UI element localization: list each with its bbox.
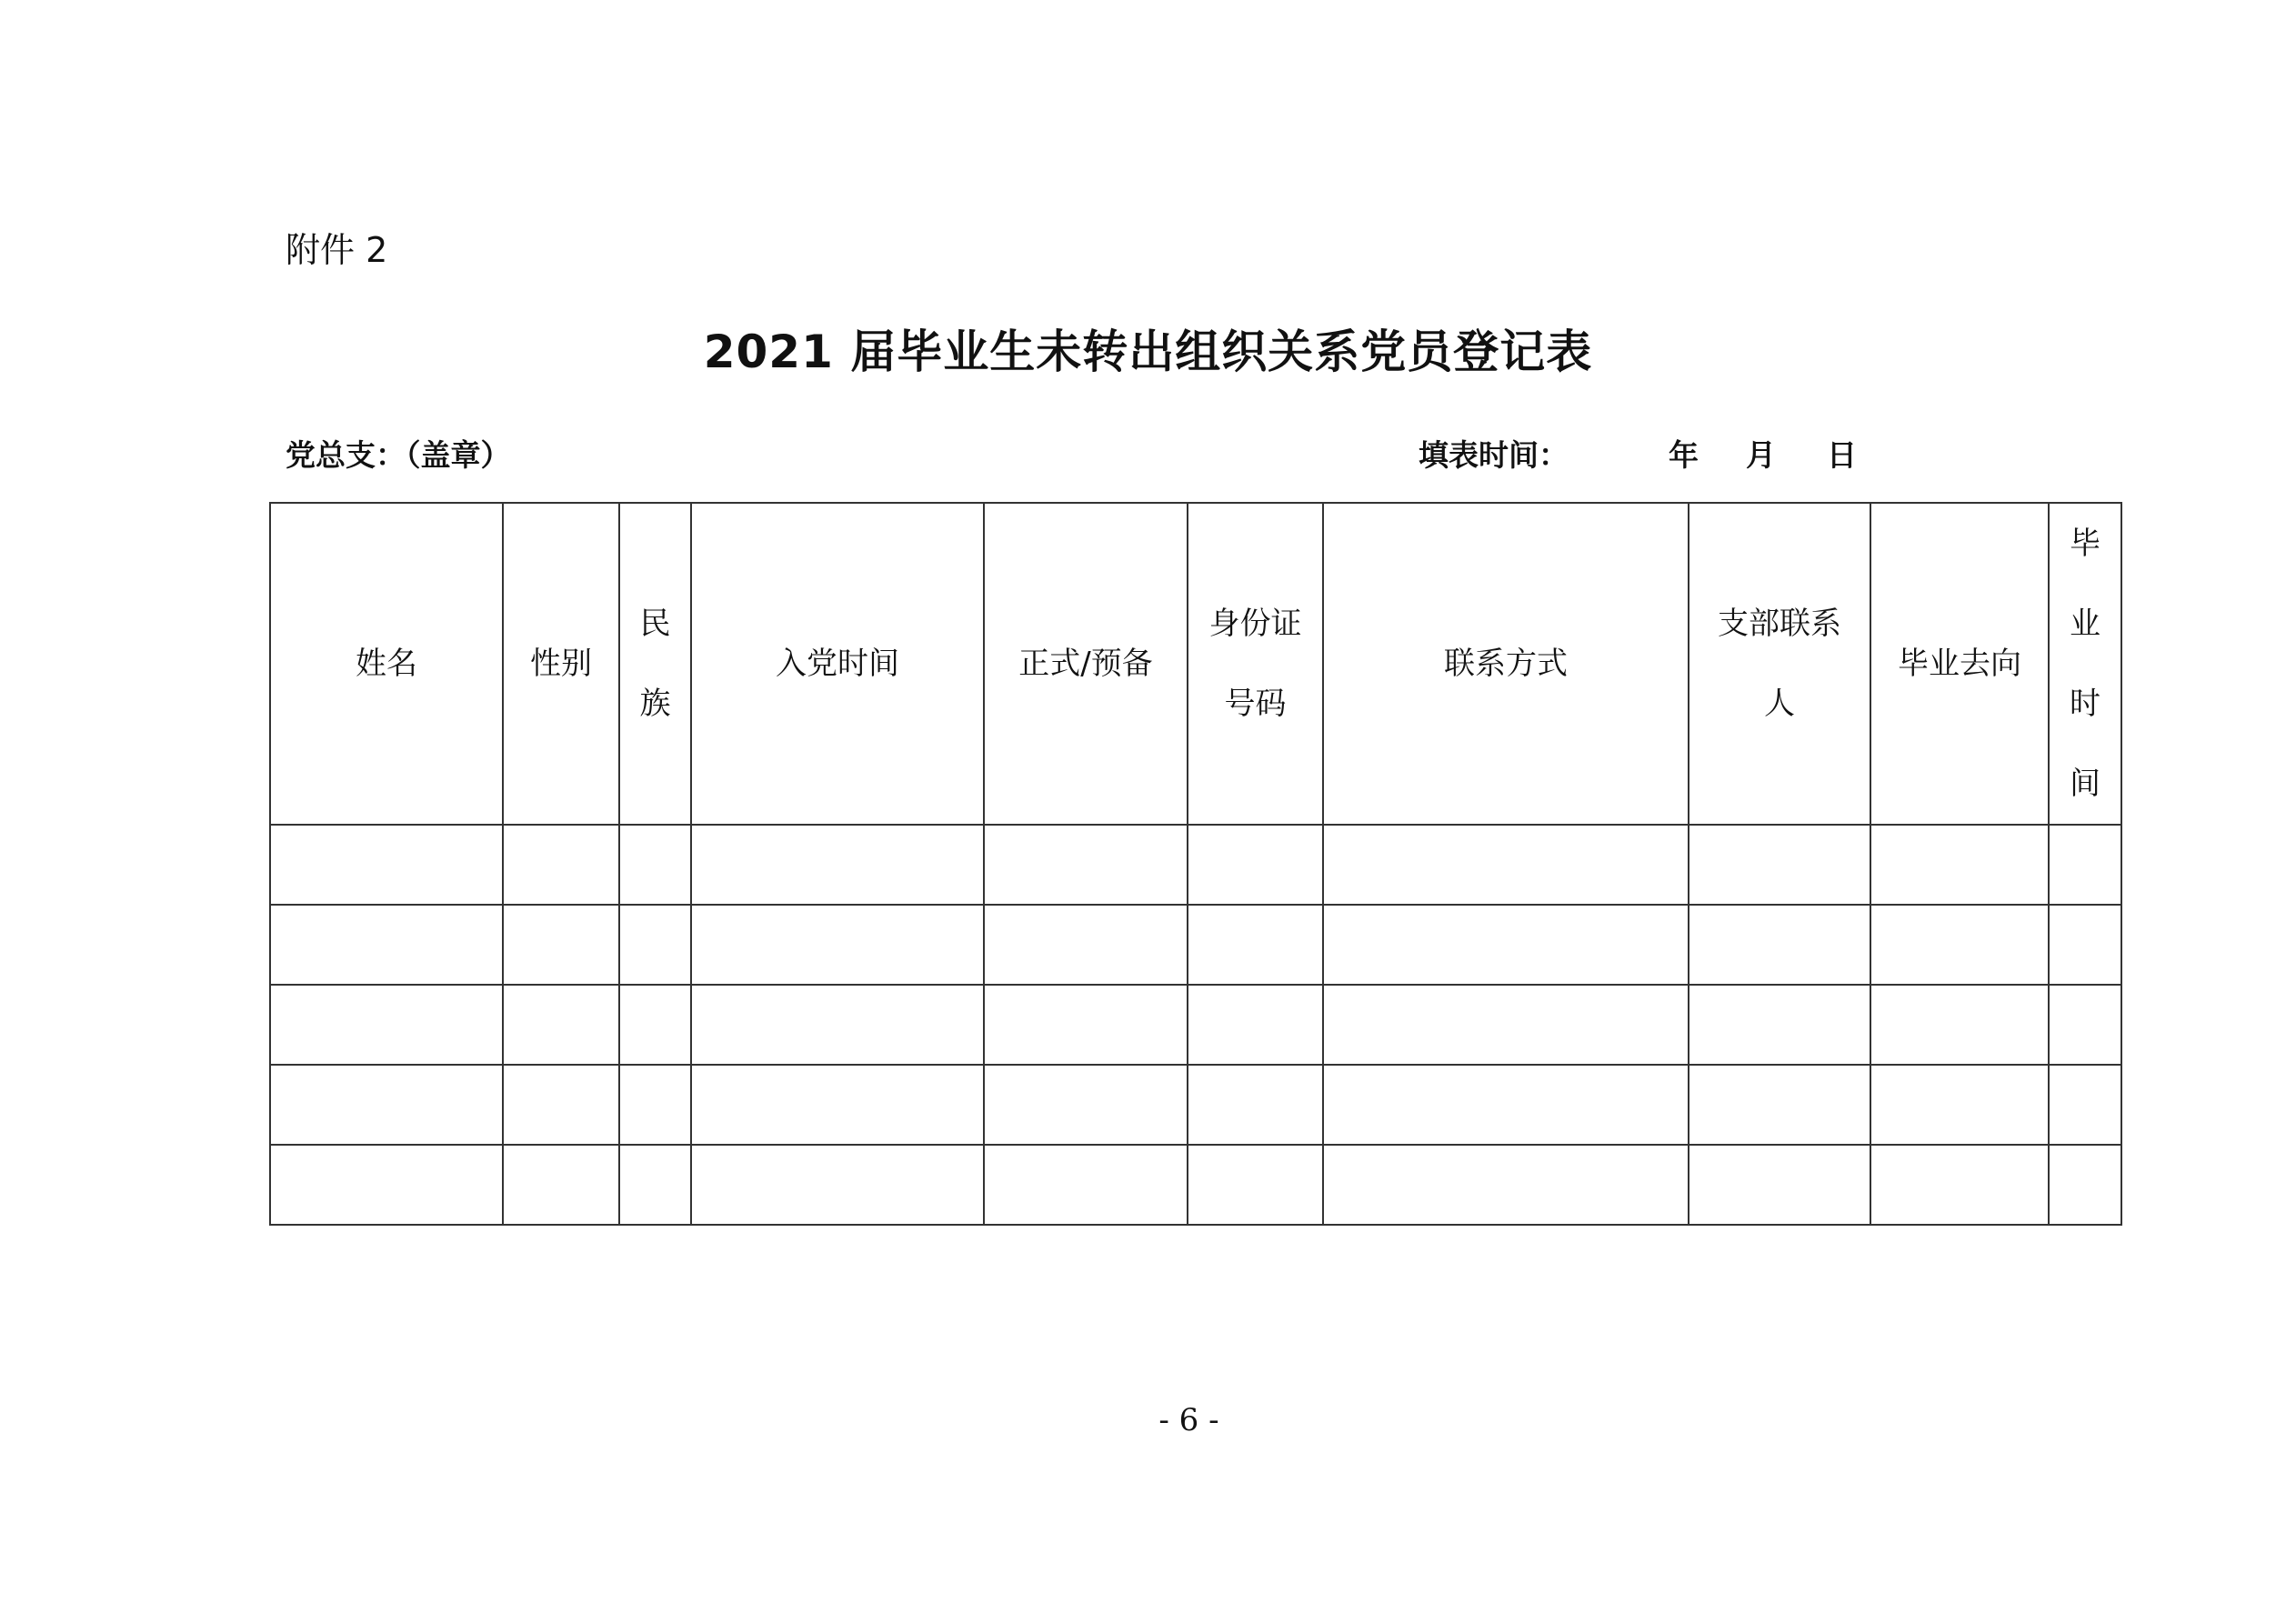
table-cell[interactable]	[270, 1145, 503, 1225]
header-member-status-label: 正式/预备	[1018, 646, 1153, 682]
table-cell[interactable]	[1870, 985, 2049, 1065]
table-cell[interactable]	[503, 825, 619, 905]
header-join-date	[691, 503, 984, 825]
table-cell[interactable]	[270, 905, 503, 985]
header-contact	[1323, 503, 1689, 825]
table-cell[interactable]	[691, 1065, 984, 1145]
table-cell[interactable]	[1870, 1065, 2049, 1145]
date-month-label: 月	[1746, 437, 1776, 473]
table-cell[interactable]	[503, 985, 619, 1065]
header-join-date-label: 入党时间	[776, 646, 899, 682]
table-cell[interactable]	[1870, 825, 2049, 905]
table-cell[interactable]	[619, 1145, 691, 1225]
table-header-row	[270, 503, 2121, 825]
header-graduation-date-label: 毕业时间	[2070, 526, 2100, 802]
table-cell[interactable]	[1689, 985, 1870, 1065]
table-cell[interactable]	[619, 905, 691, 985]
table-cell[interactable]	[503, 1065, 619, 1145]
table-row	[270, 905, 2121, 985]
header-ethnicity	[619, 503, 691, 825]
table-row	[270, 985, 2121, 1065]
table-cell[interactable]	[1188, 985, 1323, 1065]
table-cell[interactable]	[2049, 905, 2121, 985]
header-branch-contact	[1689, 503, 1870, 825]
table-cell[interactable]	[984, 1065, 1188, 1145]
table-cell[interactable]	[503, 1145, 619, 1225]
table-cell[interactable]	[2049, 985, 2121, 1065]
document-title: 2021 届毕业生未转出组织关系党员登记表	[703, 326, 1593, 378]
table-cell[interactable]	[1323, 905, 1689, 985]
table-cell[interactable]	[1870, 905, 2049, 985]
attachment-label: 附件 2	[286, 230, 388, 270]
header-branch-contact-label: 支部联系人	[1718, 606, 1841, 722]
header-id-number-label: 身份证号码	[1208, 606, 1302, 722]
page-number: - 6 -	[1158, 1402, 1219, 1438]
header-destination	[1870, 503, 2049, 825]
header-member-status	[984, 503, 1188, 825]
table-cell[interactable]	[1870, 1145, 2049, 1225]
table-cell[interactable]	[984, 985, 1188, 1065]
header-destination-label: 毕业去向	[1898, 646, 2021, 682]
header-ethnicity-label: 民族	[639, 606, 671, 722]
table-row	[270, 825, 2121, 905]
table-row	[270, 1065, 2121, 1145]
table-cell[interactable]	[270, 825, 503, 905]
fill-time-label: 填表时间：	[1419, 437, 1569, 473]
header-gender-label: 性别	[530, 646, 592, 682]
table-cell[interactable]	[270, 985, 503, 1065]
branch-seal-label: 党总支：（盖章）	[286, 437, 511, 473]
table-cell[interactable]	[1323, 985, 1689, 1065]
header-id-number	[1188, 503, 1323, 825]
date-year-label: 年	[1669, 437, 1699, 473]
table-cell[interactable]	[2049, 825, 2121, 905]
header-contact-label: 联系方式	[1444, 646, 1568, 682]
table-cell[interactable]	[691, 905, 984, 985]
table-cell[interactable]	[1689, 1065, 1870, 1145]
table-row	[270, 1145, 2121, 1225]
table-cell[interactable]	[984, 905, 1188, 985]
table-cell[interactable]	[1188, 905, 1323, 985]
table-cell[interactable]	[691, 985, 984, 1065]
header-gender	[503, 503, 619, 825]
table-cell[interactable]	[1188, 825, 1323, 905]
table-cell[interactable]	[984, 825, 1188, 905]
table-cell[interactable]	[503, 905, 619, 985]
date-day-label: 日	[1827, 437, 1857, 473]
table-cell[interactable]	[1689, 825, 1870, 905]
table-cell[interactable]	[619, 985, 691, 1065]
table-cell[interactable]	[1323, 1065, 1689, 1145]
header-name-label: 姓名	[356, 646, 417, 682]
table-cell[interactable]	[270, 1065, 503, 1145]
table-cell[interactable]	[2049, 1065, 2121, 1145]
fill-time	[1419, 437, 1857, 473]
table-cell[interactable]	[691, 1145, 984, 1225]
table-cell[interactable]	[1689, 905, 1870, 985]
table-cell[interactable]	[1188, 1145, 1323, 1225]
table-cell[interactable]	[619, 1065, 691, 1145]
table-cell[interactable]	[1323, 1145, 1689, 1225]
header-graduation-date	[2049, 503, 2121, 825]
table-cell[interactable]	[2049, 1145, 2121, 1225]
table-cell[interactable]	[1188, 1065, 1323, 1145]
table-cell[interactable]	[984, 1145, 1188, 1225]
table-cell[interactable]	[619, 825, 691, 905]
table-cell[interactable]	[1689, 1145, 1870, 1225]
table-cell[interactable]	[1323, 825, 1689, 905]
registration-table	[269, 502, 2122, 1226]
header-name	[270, 503, 503, 825]
table-cell[interactable]	[691, 825, 984, 905]
